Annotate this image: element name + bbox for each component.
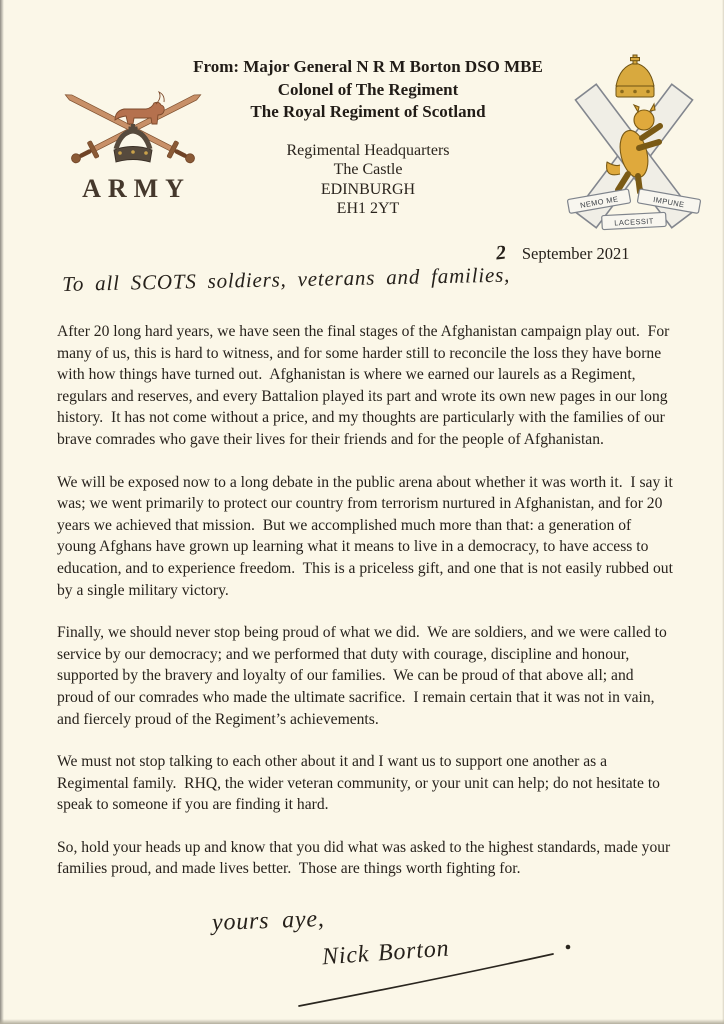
crest-motto-word-3: LACESSIT <box>614 216 654 228</box>
role-line: Colonel of The Regiment <box>277 79 459 99</box>
paragraph-1: After 20 long hard years, we have seen the final stages of the Afghanistan campaign play out. For many of us, this is hard to witness, and for some harder still to reconcile the loss they have borne with how things have turned out. Afghanistan is where we earned our laurels as a Regiment, regulars and reserves, and every Battalion played its part and wrote its own new pages in our long history. It has not come without a price, and my thoughts are particularly with the families of our brave comrades who gave their lives for their friends and for the people of Afghanistan. <box>57 323 674 448</box>
signature-handwritten: Nick Borton <box>321 935 451 971</box>
address-line: The Castle <box>333 161 403 178</box>
paragraph-5: So, hold your heads up and know that you did what was asked to the highest standards, made your families proud, and made lives better. Those are things worth fighting for. <box>57 838 675 878</box>
address-line: EDINBURGH <box>320 180 416 198</box>
salutation-handwritten: To all SCOTS soldiers, veterans and families, <box>62 262 511 296</box>
scan-edge-left <box>0 0 4 1024</box>
regiment-crest <box>560 54 708 236</box>
scotland-saltire-lion-icon <box>560 54 708 236</box>
army-wordmark: ARMY <box>82 174 191 203</box>
valediction-handwritten: yours aye, <box>211 906 326 936</box>
signature-flourish-icon <box>285 934 585 1014</box>
regiment-line: The Royal Regiment of Scotland <box>250 102 486 121</box>
address-block <box>162 141 574 219</box>
from-line: From: Major General N R M Borton DSO MBE <box>193 57 543 76</box>
date-month-year: September 2021 <box>521 244 630 263</box>
paragraph-4: We must not stop talking to each other about it and I want us to support one another as a Regimental family. RHQ, the wider veteran community, or your unit can help; do not hesitate to speak to someone if you are finding it hard. <box>57 753 664 814</box>
crest-motto-word-2: IMPUNE <box>652 194 686 210</box>
scan-edge-bottom <box>0 1019 724 1024</box>
letterhead-text <box>162 56 574 219</box>
crest-motto-word-1: NEMO ME <box>579 194 619 210</box>
address-line: Regimental Headquarters <box>286 141 450 159</box>
letter-body <box>57 321 677 901</box>
paragraph-2: We will be exposed now to a long debate in the public arena about whether it was worth it. I say it was; we went primarily to protect our country from terrorism nurtured in Afghanistan, and for 20 years we achieved that mission. But we accomplished much more than that: a generation of young Afghans have grown up learning what it means to live in a democracy, to have access to education, and to experience freedom. This is a priceless gift, and one that is not easily rubbed out by a single military victory. <box>57 473 677 599</box>
from-block <box>162 56 574 124</box>
date-line <box>496 242 630 265</box>
address-line: EH1 2YT <box>336 200 400 217</box>
date-day-handwritten: 2 <box>494 241 508 265</box>
paragraph-3: Finally, we should never stop being proud of what we did. We are soldiers, and we were called to service by our democracy; and we performed that duty with courage, discipline and honour, supported by the bravery and loyalty of our families. We can be proud of that above all; and proud of our comrades who made the ultimate sacrifice. I remain certain that it was not in vain, and fiercely proud of the Regiment’s achievements. <box>57 624 671 728</box>
